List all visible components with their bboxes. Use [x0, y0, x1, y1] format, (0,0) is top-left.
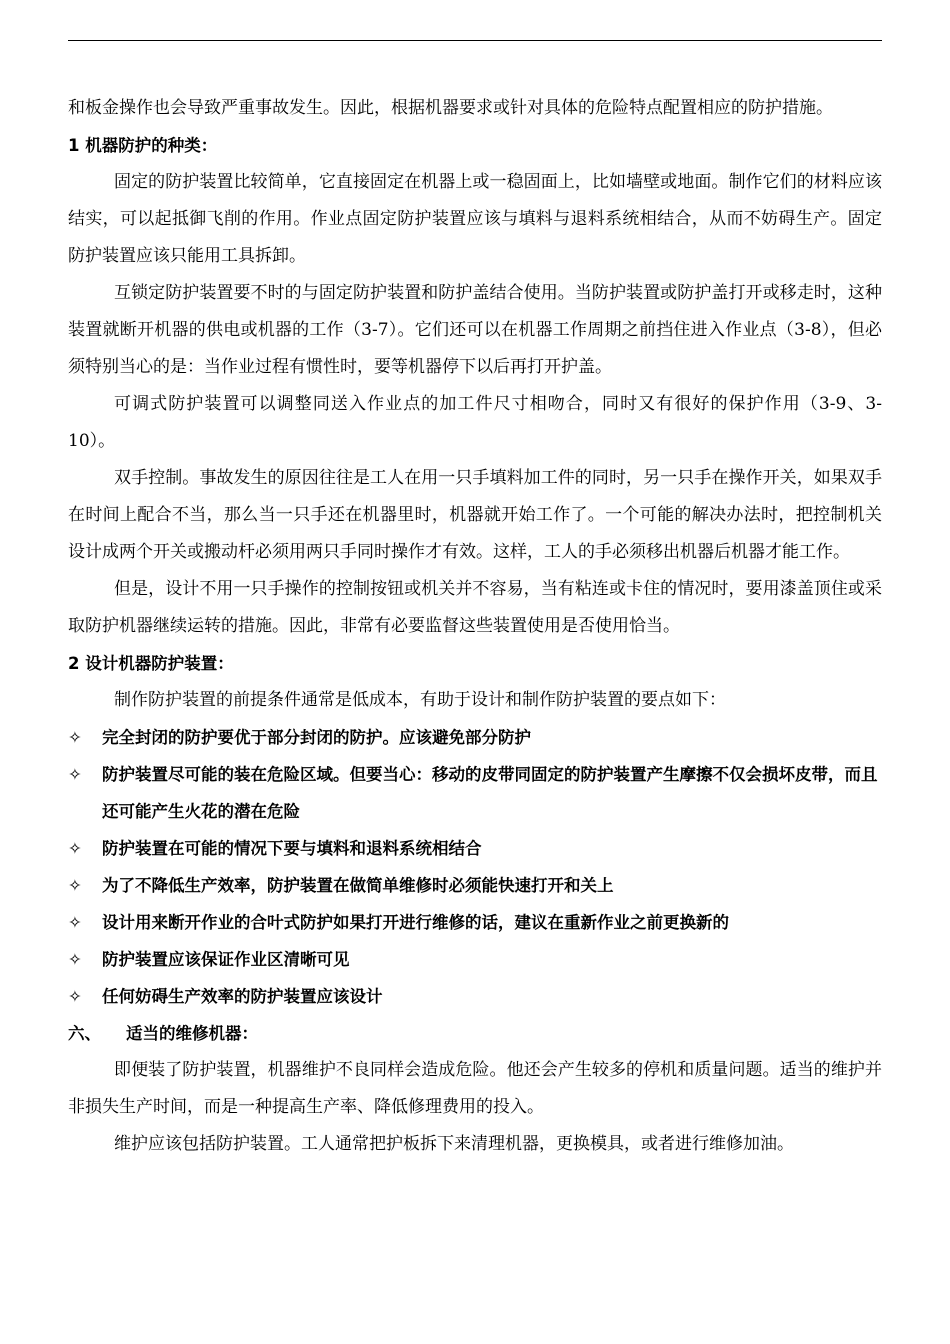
list-item — [68, 719, 882, 756]
section-2-heading: 2 设计机器防护装置： — [68, 654, 234, 673]
list-item — [68, 904, 882, 941]
diamond-star-icon: ✧ — [68, 913, 82, 932]
list-item — [68, 830, 882, 867]
paragraph-maintenance-1: 即便装了防护装置，机器维护不良同样会造成危险。他还会产生较多的停机和质量问题。适当的维护并非损失生产时间，而是一种提高生产率、降低修理费用的投入。 — [68, 1060, 882, 1117]
diamond-star-icon: ✧ — [68, 876, 82, 895]
paragraph-maintenance-2: 维护应该包括防护装置。工人通常把护板拆下来清理机器，更换模具，或者进行维修加油。 — [114, 1134, 794, 1154]
section-6-heading — [68, 1015, 882, 1052]
list-item — [68, 978, 882, 1015]
list-item — [68, 867, 882, 904]
header-rule — [68, 40, 882, 41]
list-item-text: 为了不降低生产效率，防护装置在做简单维修时必须能快速打开和关上 — [102, 876, 614, 895]
list-item-text: 防护装置应该保证作业区清晰可见 — [102, 950, 350, 969]
paragraph-control-design: 但是，设计不用一只手操作的控制按钮或机关并不容易，当有粘连或卡住的情况时，要用漆盖顶住或采取防护机器继续运转的措施。因此，非常有必要监督这些装置使用是否使用恰当。 — [68, 579, 882, 636]
section-2-intro: 制作防护装置的前提条件通常是低成本，有助于设计和制作防护装置的要点如下： — [114, 690, 726, 710]
paragraph-continuation: 和板金操作也会导致严重事故发生。因此，根据机器要求或针对具体的危险特点配置相应的防护措施。 — [68, 98, 833, 118]
diamond-star-icon: ✧ — [68, 987, 82, 1006]
list-item — [68, 941, 882, 978]
list-item-text: 完全封闭的防护要优于部分封闭的防护。应该避免部分防护 — [102, 728, 531, 747]
diamond-star-icon: ✧ — [68, 950, 82, 969]
paragraph-two-hand-control: 双手控制。事故发生的原因往往是工人在用一只手填料加工件的同时，另一只手在操作开关，如果双手在时间上配合不当，那么当一只手还在机器里时，机器就开始工作了。一个可能的解决办法时，把控制机关设计成两个开关或搬动杆必须用两只手同时操作才有效。这样，工人的手必须移出机器后机器才能工作。 — [68, 468, 882, 562]
list-item-text: 任何妨碍生产效率的防护装置应该设计 — [102, 987, 383, 1006]
section-6-title: 适当的维修机器： — [126, 1024, 258, 1043]
list-item-text: 防护装置在可能的情况下要与填料和退料系统相结合 — [102, 839, 482, 858]
paragraph-interlock-guard: 互锁定防护装置要不时的与固定防护装置和防护盖结合使用。当防护装置或防护盖打开或移走时，这种装置就断开机器的供电或机器的工作（3-7）。它们还可以在机器工作周期之前挡住进入作业点（3-8），但必须特别当心的是：当作业过程有惯性时，要等机器停下以后再打开护盖。 — [68, 283, 882, 377]
diamond-star-icon: ✧ — [68, 765, 82, 784]
section-6-number: 六、 — [68, 1024, 101, 1043]
paragraph-adjustable-guard: 可调式防护装置可以调整同送入作业点的加工件尺寸相吻合，同时又有很好的保护作用（3-9、3-10）。 — [68, 394, 882, 451]
list-item-text: 防护装置尽可能的装在危险区域。但要当心：移动的皮带同固定的防护装置产生摩擦不仅会损坏皮带，而且还可能产生火花的潜在危险 — [102, 765, 878, 821]
paragraph-fixed-guard: 固定的防护装置比较简单，它直接固定在机器上或一稳固面上，比如墙壁或地面。制作它们的材料应该结实，可以起抵御飞削的作用。作业点固定防护装置应该与填料与退料系统相结合，从而不妨碍生产。固定防护装置应该只能用工具拆卸。 — [68, 172, 882, 266]
list-item — [68, 756, 882, 830]
document-body — [68, 90, 882, 1163]
diamond-star-icon: ✧ — [68, 728, 82, 747]
section-1-heading: 1 机器防护的种类： — [68, 136, 218, 155]
guard-design-bullet-list — [68, 719, 882, 1015]
diamond-star-icon: ✧ — [68, 839, 82, 858]
list-item-text: 设计用来断开作业的合叶式防护如果打开进行维修的话，建议在重新作业之前更换新的 — [102, 913, 729, 932]
